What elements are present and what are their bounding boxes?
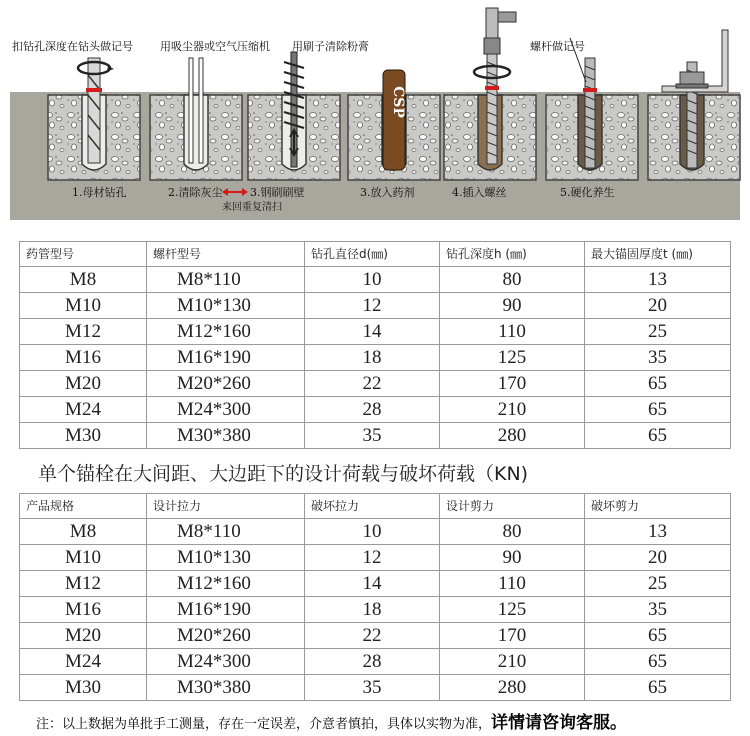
table-cell: M12 bbox=[20, 571, 147, 597]
table-cell: 170 bbox=[440, 371, 585, 397]
table-cell: M20*260 bbox=[147, 371, 305, 397]
header-cell: 破坏拉力 bbox=[305, 494, 440, 519]
table-cell: 35 bbox=[305, 675, 440, 701]
table-cell: 210 bbox=[440, 397, 585, 423]
table-row bbox=[20, 649, 731, 675]
table-cell: 20 bbox=[585, 293, 731, 319]
table-cell: 22 bbox=[305, 371, 440, 397]
table-row bbox=[20, 545, 731, 571]
table-cell: M8*110 bbox=[147, 519, 305, 545]
table-cell: M24 bbox=[20, 397, 147, 423]
table-row bbox=[20, 623, 731, 649]
table-cell: M30 bbox=[20, 675, 147, 701]
table-cell: M8 bbox=[20, 519, 147, 545]
header-cell: 钻孔直径d(㎜) bbox=[305, 242, 440, 267]
table-cell: 90 bbox=[440, 545, 585, 571]
table-cell: M16*190 bbox=[147, 597, 305, 623]
top-label-vacuum: 用吸尘器或空气压缩机 bbox=[160, 40, 270, 53]
top-label-rod-mark: 螺杆做记号 bbox=[530, 40, 585, 53]
table-cell: M16 bbox=[20, 597, 147, 623]
top-label-drill-mark: 扣钻孔深度在钻头做记号 bbox=[12, 40, 133, 53]
note-text: 注：以上数据为单批手工测量，存在一定误差，介意者慎拍，具体以实物为准， bbox=[36, 717, 492, 732]
table-row bbox=[20, 519, 731, 545]
table-cell: 110 bbox=[440, 319, 585, 345]
table-cell: M16*190 bbox=[147, 345, 305, 371]
header-cell: 设计拉力 bbox=[147, 494, 305, 519]
table-cell: 28 bbox=[305, 397, 440, 423]
table-cell: 65 bbox=[585, 623, 731, 649]
table-cell: 13 bbox=[585, 267, 731, 293]
table-cell: 18 bbox=[305, 597, 440, 623]
table-cell: M20 bbox=[20, 371, 147, 397]
note-contact-text: 详情请咨询客服。 bbox=[491, 713, 628, 733]
table-cell: 18 bbox=[305, 345, 440, 371]
table-cell: 80 bbox=[440, 267, 585, 293]
table-cell: M16 bbox=[20, 345, 147, 371]
table-cell: M12*160 bbox=[147, 571, 305, 597]
header-cell: 设计剪力 bbox=[440, 494, 585, 519]
table-row bbox=[20, 371, 731, 397]
table-cell: 12 bbox=[305, 545, 440, 571]
header-cell: 破坏剪力 bbox=[585, 494, 731, 519]
table-cell: 65 bbox=[585, 649, 731, 675]
table-cell: 280 bbox=[440, 423, 585, 449]
table-cell: M20*260 bbox=[147, 623, 305, 649]
step-label-3b: 3.放入药剂 bbox=[360, 186, 415, 199]
table-cell: M20 bbox=[20, 623, 147, 649]
table-cell: M10*130 bbox=[147, 293, 305, 319]
step-label-3: 3.钢刷刷壁 bbox=[250, 186, 305, 199]
table-row bbox=[20, 293, 731, 319]
table-row bbox=[20, 397, 731, 423]
top-label-brush: 用刷子清除粉膏 bbox=[292, 40, 369, 53]
header-cell: 钻孔深度h (㎜) bbox=[440, 242, 585, 267]
table-cell: M10*130 bbox=[147, 545, 305, 571]
capsule-label: CSP bbox=[390, 86, 406, 118]
table-cell: 210 bbox=[440, 649, 585, 675]
table-row bbox=[20, 571, 731, 597]
table-cell: 35 bbox=[305, 423, 440, 449]
step-label-5: 5.硬化养生 bbox=[560, 186, 615, 199]
header-cell: 药管型号 bbox=[20, 242, 147, 267]
step-label-4: 4.插入螺丝 bbox=[452, 186, 507, 199]
table-header-row bbox=[20, 494, 731, 519]
table-cell: 10 bbox=[305, 519, 440, 545]
table-cell: 80 bbox=[440, 519, 585, 545]
table-cell: M30 bbox=[20, 423, 147, 449]
table-cell: M12 bbox=[20, 319, 147, 345]
table-cell: 28 bbox=[305, 649, 440, 675]
table-row bbox=[20, 319, 731, 345]
table-row bbox=[20, 267, 731, 293]
table-cell: 65 bbox=[585, 423, 731, 449]
table-cell: 25 bbox=[585, 571, 731, 597]
table-cell: 35 bbox=[585, 597, 731, 623]
table-row bbox=[20, 675, 731, 701]
table-cell: M24*300 bbox=[147, 649, 305, 675]
table-cell: 22 bbox=[305, 623, 440, 649]
table-cell: M8*110 bbox=[147, 267, 305, 293]
table-cell: M30*380 bbox=[147, 675, 305, 701]
table-cell: 13 bbox=[585, 519, 731, 545]
table-cell: 25 bbox=[585, 319, 731, 345]
table-cell: 170 bbox=[440, 623, 585, 649]
chemical-capsule-icon bbox=[383, 70, 406, 170]
table-cell: 35 bbox=[585, 345, 731, 371]
step-label-2: 2.清除灰尘 bbox=[168, 186, 223, 199]
table-cell: 125 bbox=[440, 597, 585, 623]
table-cell: 110 bbox=[440, 571, 585, 597]
table-cell: 14 bbox=[305, 319, 440, 345]
spec-table bbox=[19, 241, 731, 449]
table-cell: M10 bbox=[20, 293, 147, 319]
table-cell: M30*380 bbox=[147, 423, 305, 449]
table-cell: 280 bbox=[440, 675, 585, 701]
table-cell: M8 bbox=[20, 267, 147, 293]
table-row bbox=[20, 345, 731, 371]
table-cell: 125 bbox=[440, 345, 585, 371]
table-cell: 20 bbox=[585, 545, 731, 571]
header-cell: 螺杆型号 bbox=[147, 242, 305, 267]
table-cell: M24 bbox=[20, 649, 147, 675]
table-row bbox=[20, 423, 731, 449]
header-cell: 产品规格 bbox=[20, 494, 147, 519]
table-row bbox=[20, 597, 731, 623]
table-cell: 10 bbox=[305, 267, 440, 293]
disclaimer-note bbox=[36, 708, 627, 733]
step-label-1: 1.母材钻孔 bbox=[72, 186, 127, 199]
load-table bbox=[19, 493, 731, 701]
load-table-title: 单个锚栓在大间距、大边距下的设计荷载与破坏荷载（KN) bbox=[38, 463, 529, 485]
table-header-row bbox=[20, 242, 731, 267]
table-cell: 65 bbox=[585, 397, 731, 423]
table-cell: M12*160 bbox=[147, 319, 305, 345]
repeat-note: 来回重复清扫 bbox=[222, 202, 282, 213]
table-cell: 12 bbox=[305, 293, 440, 319]
table-cell: 90 bbox=[440, 293, 585, 319]
table-cell: M24*300 bbox=[147, 397, 305, 423]
table-cell: M10 bbox=[20, 545, 147, 571]
table-cell: 65 bbox=[585, 371, 731, 397]
table-cell: 14 bbox=[305, 571, 440, 597]
header-cell: 最大锚固厚度t (㎜) bbox=[585, 242, 731, 267]
table-cell: 65 bbox=[585, 675, 731, 701]
installation-steps-diagram bbox=[0, 0, 750, 232]
